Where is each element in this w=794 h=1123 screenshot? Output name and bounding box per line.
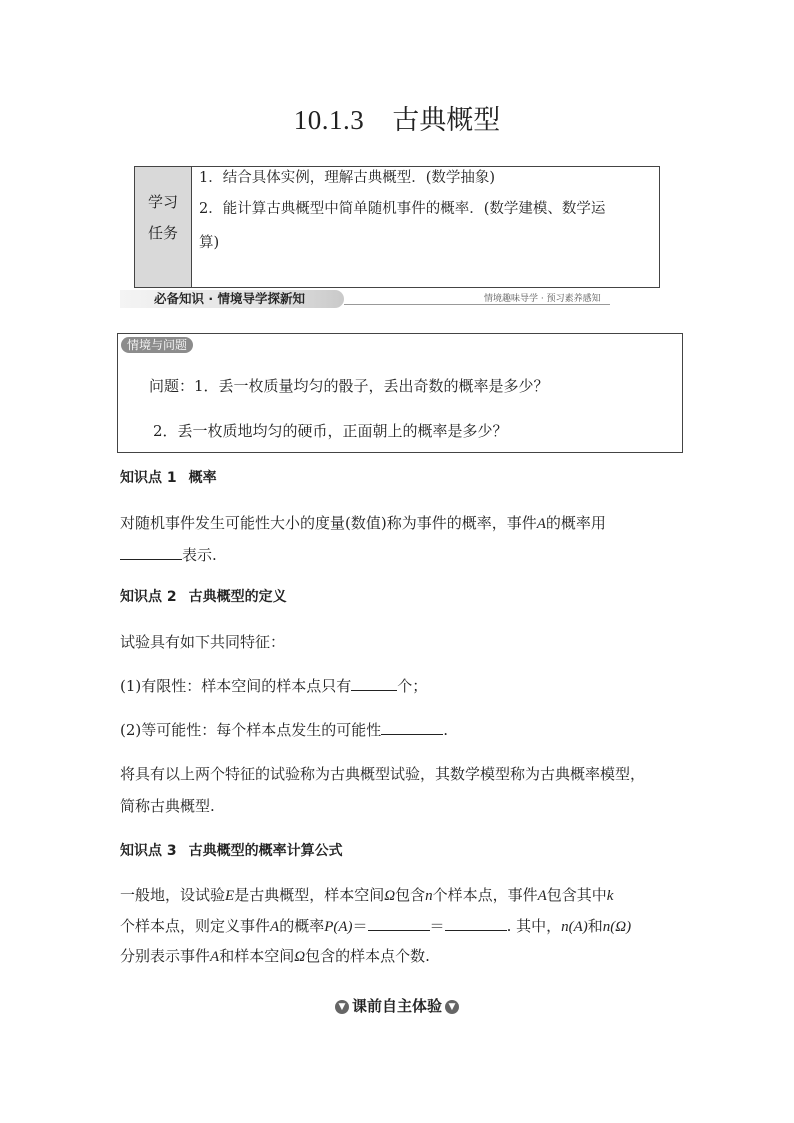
kp2-f1-post: 个； bbox=[397, 677, 428, 695]
tasks-head-line2: 任务 bbox=[147, 224, 178, 242]
knowledge-point-2-heading bbox=[120, 587, 287, 607]
kp2-f2-text: (2)等可能性：每个样本点发生的可能性 bbox=[120, 721, 382, 739]
situation-tag: 情境与问题 bbox=[121, 337, 193, 353]
kp3-l1-c: 包含 bbox=[395, 886, 426, 904]
blank-formula-ratio[interactable] bbox=[368, 916, 430, 931]
knowledge-point-3-heading bbox=[120, 841, 343, 861]
page-title bbox=[0, 98, 794, 137]
kp2-intro: 试验具有如下共同特征： bbox=[120, 633, 286, 651]
chevron-down-circle-icon: ▼ bbox=[335, 1000, 349, 1014]
kp3-equals-1: ＝ bbox=[352, 917, 368, 935]
kp3-var-e: E bbox=[225, 888, 235, 904]
section-title: 古典概型 bbox=[392, 105, 501, 136]
kp3-label: 知识点 3 bbox=[120, 843, 177, 859]
kp3-l1-d: 个样本点，事件 bbox=[432, 886, 538, 904]
kp1-text-c: 表示. bbox=[182, 546, 217, 564]
knowledge-point-1-heading bbox=[120, 468, 217, 488]
situation-question-1: 问题：1．丢一枚质量均匀的骰子，丢出奇数的概率是多少？ bbox=[149, 377, 549, 395]
kp3-l2-c: . 其中， bbox=[506, 917, 562, 935]
kp3-var-a: A bbox=[537, 888, 547, 904]
kp3-equals-2: ＝ bbox=[429, 917, 445, 935]
kp2-summary-line2: 简称古典概型. bbox=[120, 797, 215, 815]
kp1-definition-line2 bbox=[120, 545, 682, 565]
kp2-name: 古典概型的定义 bbox=[188, 589, 287, 605]
learning-tasks-header bbox=[135, 167, 192, 287]
kp3-l2-a: 个样本点，则定义事件 bbox=[120, 917, 271, 935]
kp3-formula-pa: P(A) bbox=[324, 919, 353, 935]
situation-box bbox=[117, 333, 683, 453]
kp2-f1-text: (1)有限性：样本空间的样本点只有 bbox=[120, 677, 352, 695]
kp1-label: 知识点 1 bbox=[120, 470, 177, 486]
kp3-l2-var-a: A bbox=[270, 919, 280, 935]
tasks-head-line1: 学习 bbox=[147, 193, 178, 211]
kp3-l3-var-a: A bbox=[210, 949, 220, 965]
kp3-l1-e: 包含其中 bbox=[546, 886, 607, 904]
kp2-feature-1 bbox=[120, 676, 682, 696]
kp1-text-b: 的概率用 bbox=[545, 514, 606, 532]
kp2-summary-line1: 将具有以上两个特征的试验称为古典概型试验，其数学模型称为古典概率模型， bbox=[120, 765, 646, 783]
kp3-line3 bbox=[120, 946, 682, 967]
kp2-label: 知识点 2 bbox=[120, 589, 177, 605]
kp2-feature-2 bbox=[120, 720, 682, 740]
kp3-var-omega: Ω bbox=[384, 888, 396, 904]
section-banner bbox=[120, 289, 610, 309]
kp3-var-k: k bbox=[606, 888, 614, 904]
task-item-2-line1: 2．能计算古典概型中简单随机事件的概率．(数学建模、数学运 bbox=[199, 201, 606, 217]
kp3-l3-var-omega: Ω bbox=[294, 949, 306, 965]
blank-probability-notation[interactable] bbox=[120, 545, 182, 560]
kp1-name: 概率 bbox=[188, 470, 217, 486]
kp3-l2-and: 和 bbox=[587, 917, 603, 935]
task-item-1: 1．结合具体实例，理解古典概型．(数学抽象) bbox=[199, 170, 496, 186]
kp3-l3-c: 包含的样本点个数. bbox=[305, 947, 430, 965]
kp3-l1-b: 是古典概型，样本空间 bbox=[234, 886, 385, 904]
kp3-formula-nomega: n(Ω) bbox=[602, 919, 632, 935]
situation-question-2: 2．丢一枚质地均匀的硬币，正面朝上的概率是多少？ bbox=[153, 422, 508, 440]
blank-finite-count[interactable] bbox=[351, 676, 397, 691]
learning-tasks-box bbox=[134, 166, 660, 288]
footer-text: 课前自主体验 bbox=[351, 997, 442, 1015]
banner-right-text: 情境趣味导学 · 预习素养感知 bbox=[484, 294, 601, 304]
chevron-down-circle-icon: ▼ bbox=[445, 1000, 459, 1014]
kp2-f2-post: . bbox=[443, 721, 449, 739]
kp3-l2-b: 的概率 bbox=[279, 917, 325, 935]
kp1-var-a: A bbox=[536, 516, 546, 532]
blank-formula-count[interactable] bbox=[445, 916, 507, 931]
kp3-line2 bbox=[120, 916, 682, 937]
kp3-name: 古典概型的概率计算公式 bbox=[188, 843, 343, 859]
kp1-definition-line1 bbox=[120, 513, 682, 534]
kp1-text-a: 对随机事件发生可能性大小的度量(数值)称为事件的概率，事件 bbox=[120, 514, 537, 532]
kp3-var-n: n bbox=[425, 888, 433, 904]
kp3-l3-a: 分别表示事件 bbox=[120, 947, 211, 965]
kp3-l3-b: 和样本空间 bbox=[219, 947, 295, 965]
task-item-2-line2: 算) bbox=[199, 235, 220, 251]
section-number: 10.1.3 bbox=[293, 105, 365, 135]
blank-equal-likelihood[interactable] bbox=[381, 720, 443, 735]
kp3-l1-a: 一般地，设试验 bbox=[120, 886, 226, 904]
kp3-line1 bbox=[120, 885, 682, 906]
footer-section-heading bbox=[0, 996, 794, 1016]
kp3-formula-na: n(A) bbox=[561, 919, 588, 935]
learning-tasks-content bbox=[199, 167, 655, 254]
banner-left-text: 必备知识 · 情境导学探新知 bbox=[154, 291, 305, 306]
